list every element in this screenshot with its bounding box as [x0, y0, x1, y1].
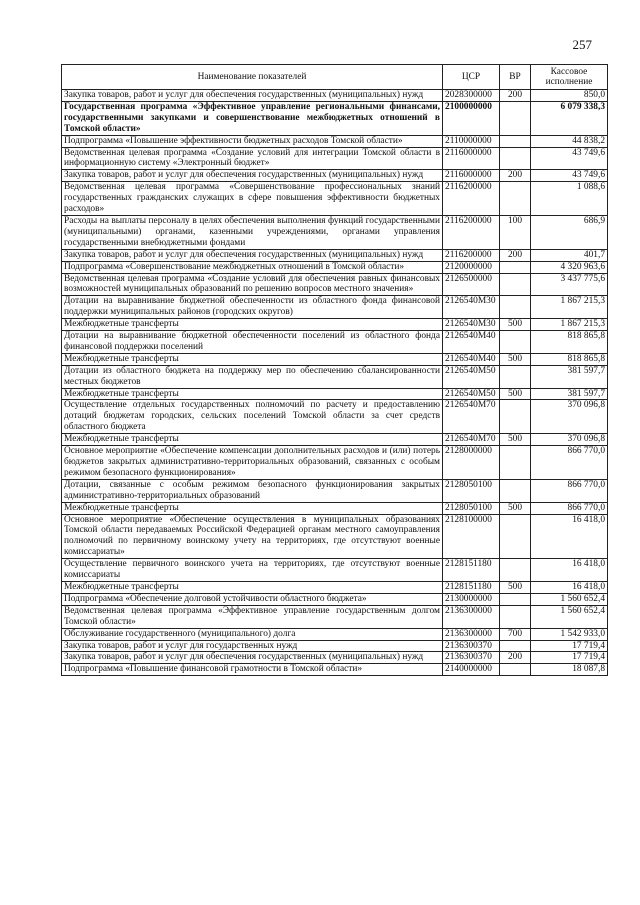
amount-cell: 1 560 652,4 [531, 593, 608, 605]
table-row [62, 215, 608, 249]
table-row [62, 365, 608, 388]
table-row [62, 581, 608, 593]
table-body [62, 90, 608, 676]
table-row [62, 593, 608, 605]
amount-cell: 6 079 338,3 [531, 101, 608, 135]
vr-cell [500, 135, 531, 147]
vr-cell [500, 559, 531, 582]
name-cell: Дотации на выравнивание бюджетной обеспеченности из областного фонда финансовой поддержки муниципальных районов (городских округов) [62, 296, 443, 319]
csr-cell: 2126540М30 [443, 319, 500, 331]
amount-cell: 401,7 [531, 249, 608, 261]
table-row [62, 400, 608, 434]
table-row [62, 502, 608, 514]
csr-cell: 2128000000 [443, 446, 500, 480]
csr-cell: 2136300370 [443, 640, 500, 652]
table-row [62, 446, 608, 480]
name-cell: Государственная программа «Эффективное управление региональными финансами, государственными закупками и совершенствование межбюджетных отношений в Томской области» [62, 101, 443, 135]
name-cell: Закупка товаров, работ и услуг для государственных нужд [62, 640, 443, 652]
csr-cell: 2120000000 [443, 261, 500, 273]
csr-cell: 2116200000 [443, 215, 500, 249]
vr-cell: 500 [500, 502, 531, 514]
table-row [62, 147, 608, 170]
name-cell: Подпрограмма «Обеспечение долговой устойчивости областного бюджета» [62, 593, 443, 605]
table-row [62, 388, 608, 400]
vr-cell [500, 593, 531, 605]
vr-cell [500, 331, 531, 354]
csr-cell: 2126540М70 [443, 400, 500, 434]
csr-cell: 2126540М40 [443, 353, 500, 365]
name-cell: Дотации, связанные с особым режимом безопасного функционирования закрытых административно-территориальных образований [62, 479, 443, 502]
csr-cell: 2126500000 [443, 273, 500, 296]
csr-cell: 2126540М70 [443, 434, 500, 446]
table-row [62, 182, 608, 216]
budget-table [61, 64, 608, 676]
amount-cell: 381 597,7 [531, 388, 608, 400]
vr-cell: 500 [500, 388, 531, 400]
csr-cell: 2136300000 [443, 628, 500, 640]
amount-cell: 4 320 963,6 [531, 261, 608, 273]
amount-cell: 16 418,0 [531, 514, 608, 559]
name-cell: Межбюджетные трансферты [62, 502, 443, 514]
table-row [62, 170, 608, 182]
csr-cell: 2126540М50 [443, 365, 500, 388]
vr-cell: 200 [500, 249, 531, 261]
table-row [62, 331, 608, 354]
vr-cell [500, 296, 531, 319]
table-row [62, 605, 608, 628]
table-row [62, 135, 608, 147]
vr-cell: 700 [500, 628, 531, 640]
csr-cell: 2126540М50 [443, 388, 500, 400]
csr-cell: 2130000000 [443, 593, 500, 605]
vr-cell [500, 640, 531, 652]
amount-cell: 1 867 215,3 [531, 296, 608, 319]
name-cell: Подпрограмма «Совершенствование межбюджетных отношений в Томской области» [62, 261, 443, 273]
csr-cell: 2128050100 [443, 502, 500, 514]
name-cell: Осуществление отдельных государственных полномочий по расчету и предоставлению дотаций бюджетам городских, сельских поселений Томской области за счет средств областного бюджета [62, 400, 443, 434]
table-row [62, 479, 608, 502]
vr-cell: 200 [500, 170, 531, 182]
csr-cell: 2028300000 [443, 90, 500, 102]
vr-cell: 500 [500, 581, 531, 593]
amount-cell: 818 865,8 [531, 353, 608, 365]
amount-cell: 866 770,0 [531, 502, 608, 514]
vr-cell [500, 273, 531, 296]
name-cell: Расходы на выплаты персоналу в целях обеспечения выполнения функций государственными (муниципальными) органами, казенными учреждениями, органами управления государственными внебюджетными фондами [62, 215, 443, 249]
vr-cell [500, 182, 531, 216]
name-cell: Ведомственная целевая программа «Создание условий для интеграции Томской области в информационную систему «Электронный бюджет» [62, 147, 443, 170]
vr-cell [500, 514, 531, 559]
page-number: 257 [572, 37, 592, 52]
name-cell: Закупка товаров, работ и услуг для обеспечения государственных (муниципальных) нужд [62, 170, 443, 182]
table-row [62, 101, 608, 135]
amount-cell: 850,0 [531, 90, 608, 102]
vr-cell: 200 [500, 652, 531, 664]
name-cell: Обслуживание государственного (муниципального) долга [62, 628, 443, 640]
amount-cell: 370 096,8 [531, 400, 608, 434]
table-row [62, 296, 608, 319]
name-cell: Осуществление первичного воинского учета на территориях, где отсутствуют военные комиссариаты [62, 559, 443, 582]
csr-cell: 2110000000 [443, 135, 500, 147]
header-name: Наименование показателей [62, 65, 443, 90]
csr-cell: 2116000000 [443, 147, 500, 170]
table-row [62, 628, 608, 640]
amount-cell: 43 749,6 [531, 170, 608, 182]
vr-cell: 500 [500, 434, 531, 446]
amount-cell: 17 719,4 [531, 652, 608, 664]
header-csr: ЦСР [443, 65, 500, 90]
vr-cell: 100 [500, 215, 531, 249]
name-cell: Подпрограмма «Повышение финансовой грамотности в Томской области» [62, 664, 443, 676]
csr-cell: 2116000000 [443, 170, 500, 182]
name-cell: Основное мероприятие «Обеспечение компенсации дополнительных расходов и (или) потерь бюджетов закрытых административно-территориальных образований, связанных с особым режимом безопасного функционирования» [62, 446, 443, 480]
name-cell: Ведомственная целевая программа «Эффективное управление государственным долгом Томской области» [62, 605, 443, 628]
vr-cell [500, 664, 531, 676]
vr-cell [500, 605, 531, 628]
vr-cell: 200 [500, 90, 531, 102]
table-row [62, 90, 608, 102]
vr-cell [500, 147, 531, 170]
table-row [62, 664, 608, 676]
name-cell: Межбюджетные трансферты [62, 353, 443, 365]
name-cell: Межбюджетные трансферты [62, 319, 443, 331]
table-row [62, 652, 608, 664]
table-row [62, 559, 608, 582]
amount-cell: 370 096,8 [531, 434, 608, 446]
amount-cell: 16 418,0 [531, 581, 608, 593]
name-cell: Межбюджетные трансферты [62, 388, 443, 400]
name-cell: Ведомственная целевая программа «Совершенствование профессиональных знаний государственных гражданских служащих в сфере повышения эффективности бюджетных расходов» [62, 182, 443, 216]
csr-cell: 2126540М30 [443, 296, 500, 319]
table-row [62, 434, 608, 446]
amount-cell: 1 542 933,0 [531, 628, 608, 640]
name-cell: Подпрограмма «Повышение эффективности бюджетных расходов Томской области» [62, 135, 443, 147]
csr-cell: 2116200000 [443, 249, 500, 261]
amount-cell: 381 597,7 [531, 365, 608, 388]
table-row [62, 640, 608, 652]
header-amount: Кассовое исполнение [531, 65, 608, 90]
table-row [62, 353, 608, 365]
csr-cell: 2116200000 [443, 182, 500, 216]
csr-cell: 2128151180 [443, 581, 500, 593]
name-cell: Закупка товаров, работ и услуг для обеспечения государственных (муниципальных) нужд [62, 90, 443, 102]
table-row [62, 319, 608, 331]
name-cell: Закупка товаров, работ и услуг для обеспечения государственных (муниципальных) нужд [62, 249, 443, 261]
amount-cell: 16 418,0 [531, 559, 608, 582]
name-cell: Дотации из областного бюджета на поддержку мер по обеспечению сбалансированности местных бюджетов [62, 365, 443, 388]
vr-cell [500, 101, 531, 135]
header-vr: ВР [500, 65, 531, 90]
amount-cell: 43 749,6 [531, 147, 608, 170]
amount-cell: 1 560 652,4 [531, 605, 608, 628]
amount-cell: 686,9 [531, 215, 608, 249]
name-cell: Основное мероприятие «Обеспечение осуществления в муниципальных образованиях Томской области передаваемых Российской Федерацией органам местного самоуправления полномочий по первичному воинскому учету на территориях, где отсутствуют военные комиссариаты» [62, 514, 443, 559]
name-cell: Закупка товаров, работ и услуг для обеспечения государственных (муниципальных) нужд [62, 652, 443, 664]
amount-cell: 18 087,8 [531, 664, 608, 676]
csr-cell: 2140000000 [443, 664, 500, 676]
vr-cell: 500 [500, 319, 531, 331]
csr-cell: 2100000000 [443, 101, 500, 135]
csr-cell: 2136300370 [443, 652, 500, 664]
csr-cell: 2128050100 [443, 479, 500, 502]
name-cell: Дотации на выравнивание бюджетной обеспеченности поселений из областного фонда финансовой поддержки поселений [62, 331, 443, 354]
csr-cell: 2128100000 [443, 514, 500, 559]
amount-cell: 3 437 775,6 [531, 273, 608, 296]
name-cell: Межбюджетные трансферты [62, 434, 443, 446]
amount-cell: 866 770,0 [531, 446, 608, 480]
name-cell: Ведомственная целевая программа «Создание условий для обеспечения равных финансовых возможностей муниципальных образований по решению вопросов местного значения» [62, 273, 443, 296]
csr-cell: 2126540М40 [443, 331, 500, 354]
vr-cell [500, 400, 531, 434]
amount-cell: 818 865,8 [531, 331, 608, 354]
table-row [62, 514, 608, 559]
vr-cell [500, 365, 531, 388]
table-header-row [62, 65, 608, 90]
amount-cell: 1 867 215,3 [531, 319, 608, 331]
table-row [62, 249, 608, 261]
vr-cell [500, 479, 531, 502]
amount-cell: 1 088,6 [531, 182, 608, 216]
amount-cell: 866 770,0 [531, 479, 608, 502]
amount-cell: 17 719,4 [531, 640, 608, 652]
vr-cell [500, 261, 531, 273]
csr-cell: 2128151180 [443, 559, 500, 582]
vr-cell [500, 446, 531, 480]
name-cell: Межбюджетные трансферты [62, 581, 443, 593]
table-row [62, 261, 608, 273]
vr-cell: 500 [500, 353, 531, 365]
table-row [62, 273, 608, 296]
csr-cell: 2136300000 [443, 605, 500, 628]
amount-cell: 44 838,2 [531, 135, 608, 147]
